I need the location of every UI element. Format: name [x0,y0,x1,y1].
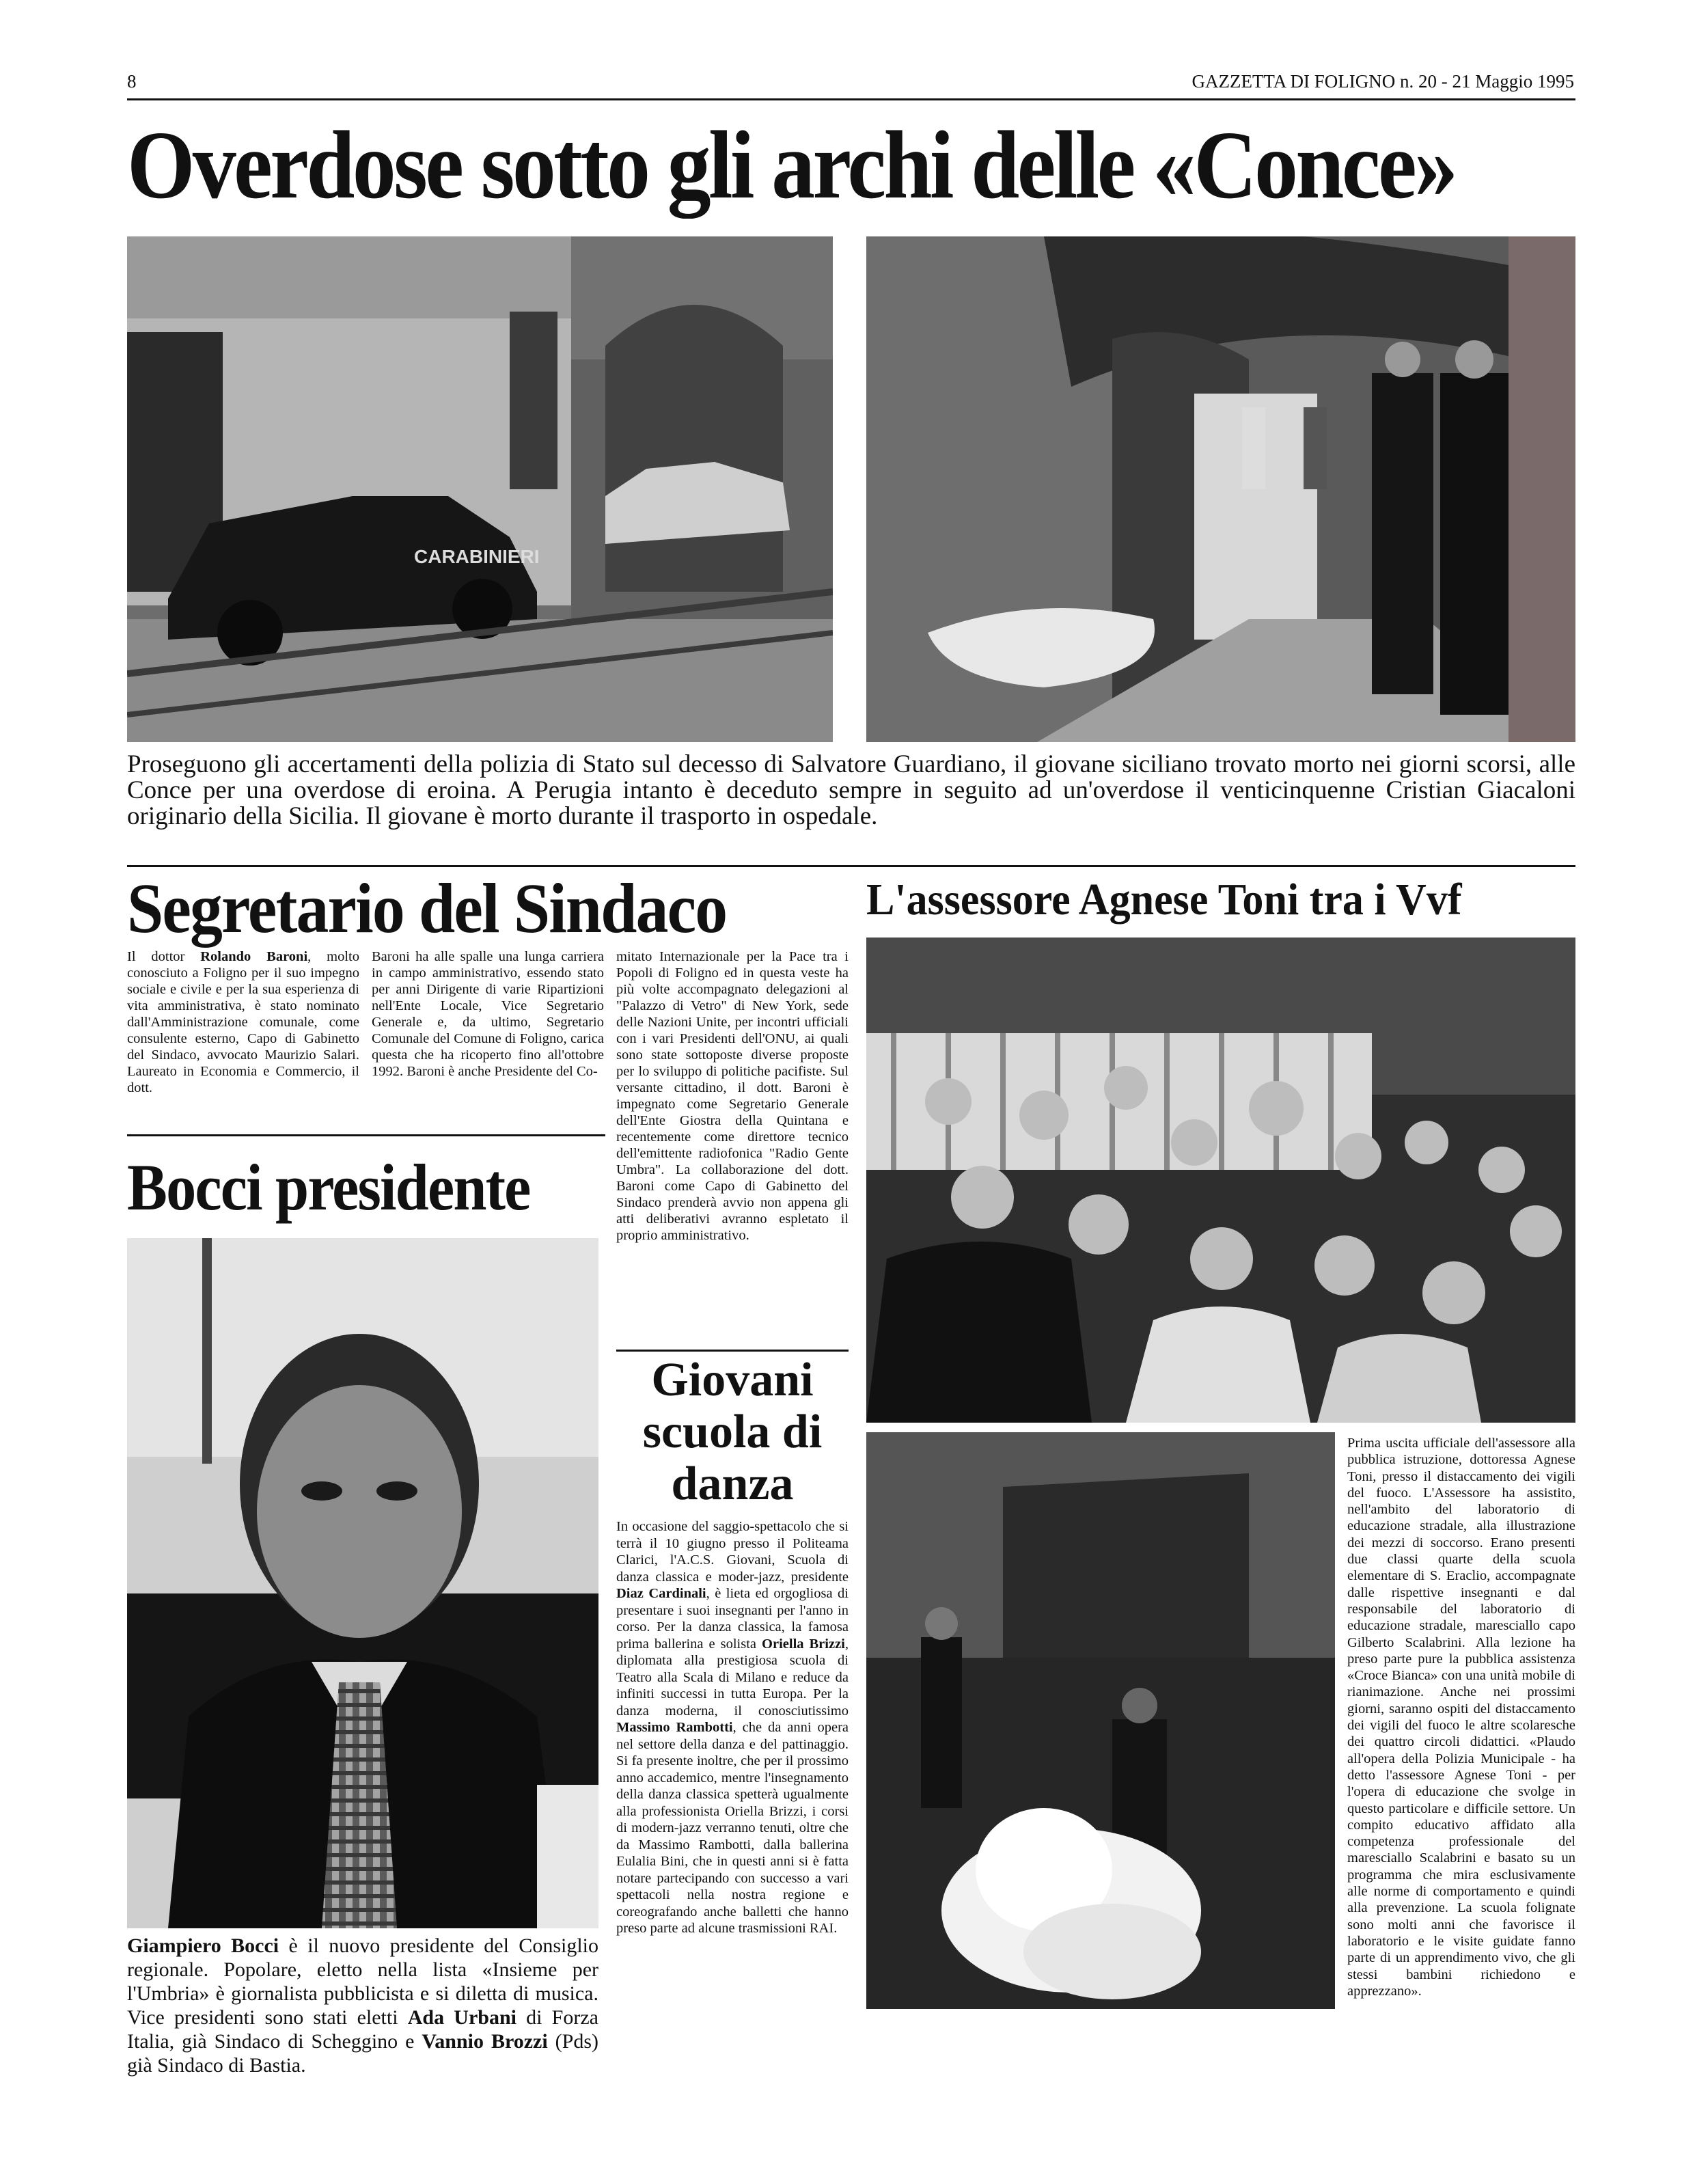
assessore-headline: L'assessore Agnese Toni tra i Vvf [866,875,1462,925]
assessore-article-text: Prima uscita ufficiale dell'assessore alla pubblica istruzione, dottoressa Agnese Toni, presso il distaccamento dei vigili del fuoco. L'Assessore ha assistito, nell'ambito del laboratorio di educazione stradale, alla illustrazione dei mezzi di soccorso. Erano presenti due classi quarte della scuola elementare di S. Eraclio, accompagnate dalle rispettive insegnanti e dal responsabile del laboratorio di educazione stradale, maresciallo capo Gilberto Scalabrini. Alla lezione ha preso parte pure la pubblica assistenza «Croce Bianca» con una unità mobile di rianimazione. Anche nei prossimi giorni, saranno ospiti del distaccamento dei vigili del fuoco le altre scolaresche dei quattro circoli didattici. «Plaudo all'opera della Polizia Municipale - ha detto l'assessore Agnese Toni - per l'opera di educazione che svolge in questo particolare e difficile settore. Un compito educativo affidato alla competenza professionale del maresciallo Scalabrini e basato su un programma che mira esclusivamente alle norme di comportamento e quindi alla prevenzione. La scuola folignate sono molti anni che favorisce il laboratorio e le visite guidate fanno parte di un apprendimento vivo, che gli stessi bambini richiedono e apprezzano». [1347,1436,1575,1999]
bocci-article-text: Giampiero Bocci è il nuovo presidente del Consiglio regionale. Popolare, eletto nella lista «Insieme per l'Umbria» è giornalista pubblicista e si diletta di musica. Vice presidenti sono stati eletti Ada Urbani di Forza Italia, già Sindaco di Scheggino e Vannio Brozzi (Pds) già Sindaco di Bastia. [127,1934,598,2077]
header-rule [127,98,1575,100]
danza-headline-line-2: scuola di [642,1406,823,1458]
danza-divider [616,1350,849,1352]
page-number: 8 [127,71,137,92]
car-door-label: CARABINIERI [414,546,540,567]
danza-headline-line-3: danza [671,1458,794,1510]
main-photo-caption: Proseguono gli accertamenti della polizia di Stato sul decesso di Salvatore Guardiano, il giovane siciliano trovato morto nei giorni scorsi, alle Conce per una overdose di eroina. A Perugia intanto è deceduto sempre in seguito ad un'overdose il venticinquenne Cristian Giacaloni originario della Sicilia. Il giovane è morto durante il trasporto in ospedale. [127,750,1575,830]
segretario-column-2: Baroni ha alle spalle una lunga carriera in campo amministrativo, essendo stato per anni Dirigente di varie Ripartizioni nell'Ente Locale, Vice Segretario Generale e, da ultimo, Segretario Comunale del Comune di Foligno, carica questa che ha ricoperto fino all'ottobre 1992. Baroni è anche Presidente del Co- [372,949,604,1079]
segretario-column-1: Il dottor Rolando Baroni, molto conosciuto a Foligno per il suo impegno sociale e civile e per la sua esperienza di vita amministrativa, è stato nominato dall'Amministrazione comunale, come consulente esterno, Capo di Gabinetto del Sindaco, avvocato Maurizio Salari. Laureato in Economia e Commercio, il dott. [127,949,359,1095]
firefighters-photo [866,1432,1335,2009]
danza-headline-line-1: Giovani [651,1354,814,1406]
segretario-headline: Segretario del Sindaco [127,869,727,948]
bocci-headline: Bocci presidente [127,1151,530,1224]
publication-header: GAZZETTA DI FOLIGNO n. 20 - 21 Maggio 1995 [1192,71,1574,92]
bocci-portrait-photo [127,1238,598,1928]
danza-headline [616,1354,849,1510]
segretario-column-3: mitato Internazionale per la Pace tra i Popoli di Foligno ed in questa veste ha più volte accompagnato delegazioni al "Palazzo di Vetro" di New York, sede delle Nazioni Unite, per incontri ufficiali con i vari Presidenti dell'ONU, ai quali sono state sottoposte diverse proposte per lo sviluppo di politiche pacifiste. Sul versante cittadino, il dott. Baroni è impegnato come Segretario Generale dell'Ente Giostra della Quintana e recentemente come direttore tecnico dell'emittente radiofonica "Radio Gente Umbra". La collaborazione del dott. Baroni come Capo di Gabinetto del Sindaco prenderà avvio non appena gli atti deliberativi avranno espletato il proprio amministrativo. [616,949,849,1243]
main-headline: Overdose sotto gli archi delle «Conce» [127,111,1456,219]
schoolchildren-photo [866,938,1575,1423]
caption-rule [127,865,1575,867]
arcade-scene-photo [866,236,1575,742]
carabinieri-car-photo [127,236,833,742]
segretario-divider [127,1134,605,1136]
danza-article-text: In occasione del saggio-spettacolo che si terrà il 10 giugno presso il Politeama Clarici, l'A.C.S. Giovani, Scuola di danza classica e moder-jazz, presidente Diaz Cardinali, è lieta ed orgogliosa di presentare i suoi insegnanti per l'anno in corso. Per la danza classica, la famosa prima ballerina e solista Oriella Brizzi, diplomata alla prestigiosa scuola di Teatro alla Scala di Milano e reduce da infiniti successi in tutta Europa. Per la danza moderna, il conosciutissimo Massimo Rambotti, che da anni opera nel settore della danza e del pattinaggio. Si fa presente inoltre, che per il prossimo anno accademico, mentre l'insegnamento della danza classica spetterà ugualmente alla professionista Oriella Brizzi, i corsi di modern-jazz verranno tenuti, oltre che da Massimo Rambotti, dalla ballerina Eulalia Bini, che in questi anni si è fatta notare partecipando con successo a vari spettacoli nella nostra regione e coreografando anche balletti che hanno preso parte ad alcune trasmissioni RAI. [616,1519,849,1936]
